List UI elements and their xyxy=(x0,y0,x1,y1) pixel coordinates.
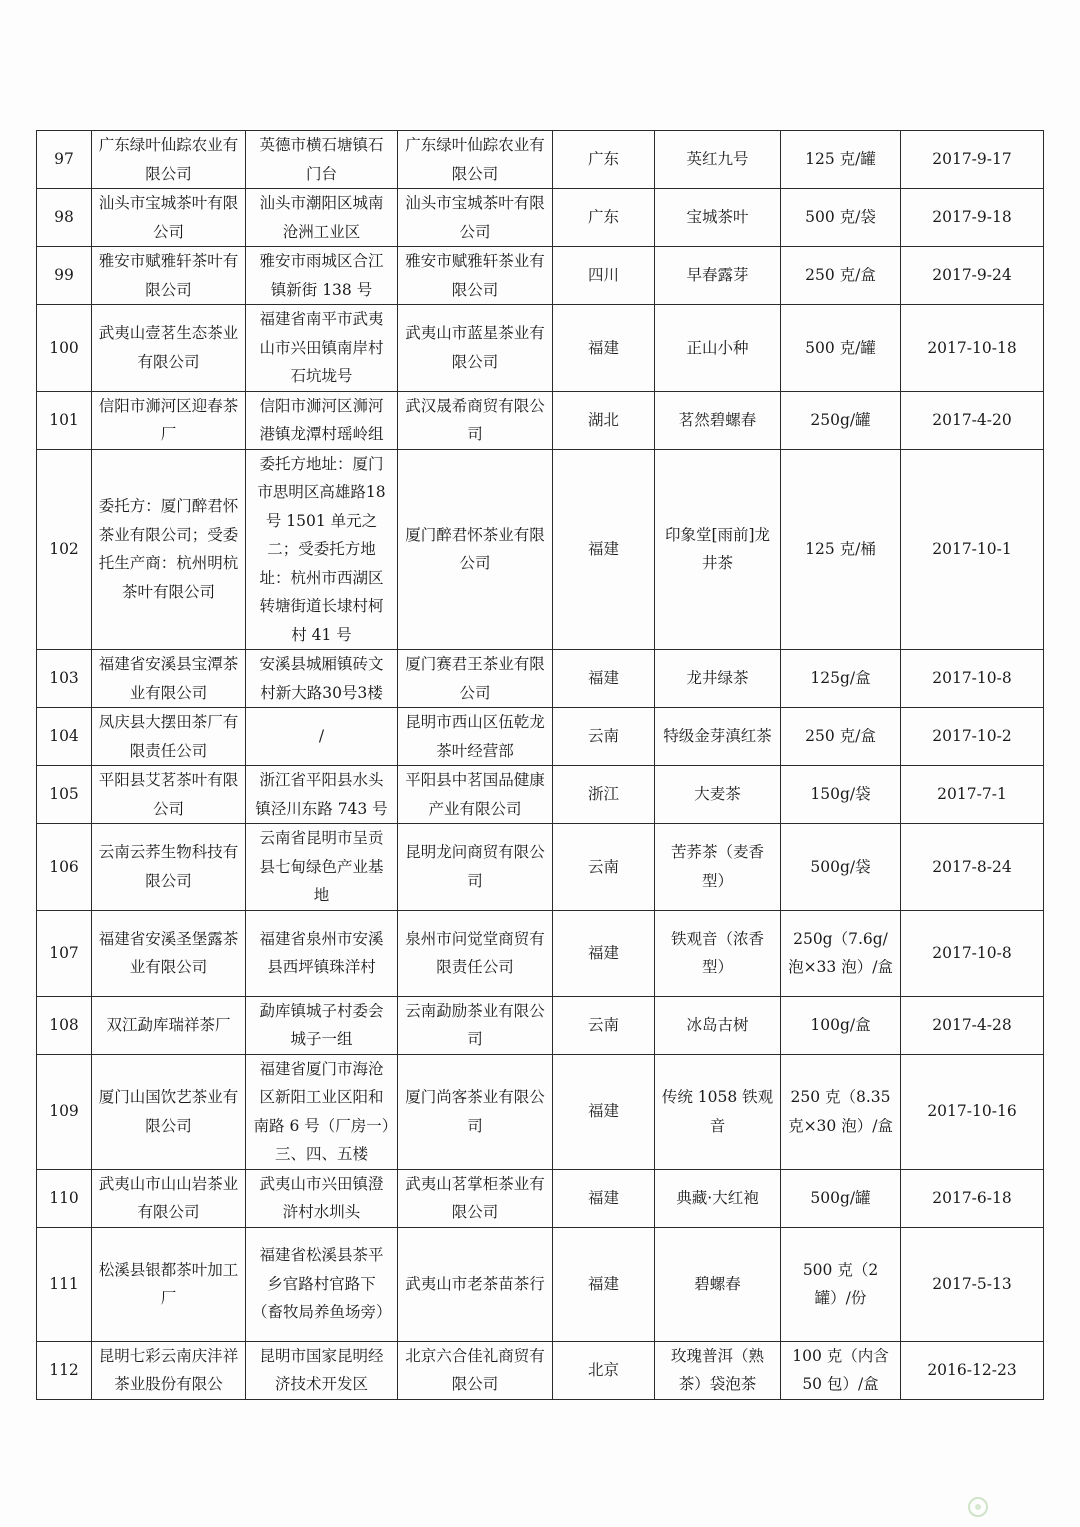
production-date-cell: 2017-10-8 xyxy=(901,650,1044,708)
production-date-cell: 2017-9-18 xyxy=(901,189,1044,247)
seller-name-cell: 广东绿叶仙踪农业有限公司 xyxy=(398,131,553,189)
product-spec-cell: 250 克/盒 xyxy=(781,247,901,305)
production-date-cell: 2016-12-23 xyxy=(901,1341,1044,1399)
row-number-cell: 108 xyxy=(37,996,92,1054)
seller-name-cell: 厦门赛君王茶业有限公司 xyxy=(398,650,553,708)
product-name-cell: 特级金芽滇红茶 xyxy=(655,708,781,766)
producer-address-cell: 信阳市浉河区浉河港镇龙潭村瑶岭组 xyxy=(246,391,398,449)
table-row xyxy=(37,1169,1044,1227)
row-number-cell: 103 xyxy=(37,650,92,708)
product-spec-cell: 250g（7.6g/泡×33 泡）/盒 xyxy=(781,910,901,996)
row-number-cell: 112 xyxy=(37,1341,92,1399)
production-date-cell: 2017-10-8 xyxy=(901,910,1044,996)
production-date-cell: 2017-4-28 xyxy=(901,996,1044,1054)
table-row xyxy=(37,824,1044,911)
seller-name-cell: 泉州市问觉堂商贸有限责任公司 xyxy=(398,910,553,996)
product-spec-cell: 500 克/袋 xyxy=(781,189,901,247)
product-name-cell: 宝城茶叶 xyxy=(655,189,781,247)
province-cell: 福建 xyxy=(553,305,655,392)
producer-address-cell: 安溪县城厢镇砖文村新大路30号3楼 xyxy=(246,650,398,708)
seller-name-cell: 厦门尚客茶业有限公司 xyxy=(398,1054,553,1169)
seller-name-cell: 雅安市赋雅轩茶业有限公司 xyxy=(398,247,553,305)
producer-name-cell: 厦门山国饮艺茶业有限公司 xyxy=(92,1054,246,1169)
product-name-cell: 茗然碧螺春 xyxy=(655,391,781,449)
product-name-cell: 玫瑰普洱（熟茶）袋泡茶 xyxy=(655,1341,781,1399)
producer-name-cell: 凤庆县大摆田茶厂有限责任公司 xyxy=(92,708,246,766)
producer-address-cell: 昆明市国家昆明经济技术开发区 xyxy=(246,1341,398,1399)
product-name-cell: 典藏·大红袍 xyxy=(655,1169,781,1227)
table-row xyxy=(37,910,1044,996)
producer-name-cell: 福建省安溪县宝潭茶业有限公司 xyxy=(92,650,246,708)
table-row xyxy=(37,1054,1044,1169)
producer-address-cell: 福建省松溪县茶平乡官路村官路下（畜牧局养鱼场旁） xyxy=(246,1227,398,1341)
province-cell: 云南 xyxy=(553,824,655,911)
seller-name-cell: 武夷山茗掌柜茶业有限公司 xyxy=(398,1169,553,1227)
seller-name-cell: 武汉晟希商贸有限公司 xyxy=(398,391,553,449)
province-cell: 福建 xyxy=(553,910,655,996)
producer-address-cell: 雅安市雨城区合江镇新街 138 号 xyxy=(246,247,398,305)
producer-address-cell: 武夷山市兴田镇澄浒村水圳头 xyxy=(246,1169,398,1227)
production-date-cell: 2017-10-1 xyxy=(901,449,1044,650)
production-date-cell: 2017-9-17 xyxy=(901,131,1044,189)
product-name-cell: 大麦茶 xyxy=(655,766,781,824)
row-number-cell: 107 xyxy=(37,910,92,996)
production-date-cell: 2017-10-2 xyxy=(901,708,1044,766)
product-spec-cell: 125g/盒 xyxy=(781,650,901,708)
product-name-cell: 碧螺春 xyxy=(655,1227,781,1341)
table-body xyxy=(37,131,1044,1400)
row-number-cell: 106 xyxy=(37,824,92,911)
table-row xyxy=(37,305,1044,392)
producer-name-cell: 平阳县艾茗茶叶有限公司 xyxy=(92,766,246,824)
watermark-logo-icon xyxy=(968,1497,988,1517)
product-spec-cell: 150g/袋 xyxy=(781,766,901,824)
table-row xyxy=(37,131,1044,189)
producer-name-cell: 广东绿叶仙踪农业有限公司 xyxy=(92,131,246,189)
product-name-cell: 早春露芽 xyxy=(655,247,781,305)
row-number-cell: 110 xyxy=(37,1169,92,1227)
producer-name-cell: 云南云荞生物科技有限公司 xyxy=(92,824,246,911)
table-row xyxy=(37,1227,1044,1341)
seller-name-cell: 厦门醉君怀茶业有限公司 xyxy=(398,449,553,650)
producer-address-cell: 福建省南平市武夷山市兴田镇南岸村石坑垅号 xyxy=(246,305,398,392)
producer-address-cell: 汕头市潮阳区城南沧洲工业区 xyxy=(246,189,398,247)
table-row xyxy=(37,996,1044,1054)
province-cell: 四川 xyxy=(553,247,655,305)
producer-name-cell: 雅安市赋雅轩茶叶有限公司 xyxy=(92,247,246,305)
producer-name-cell: 汕头市宝城茶叶有限公司 xyxy=(92,189,246,247)
table-row xyxy=(37,391,1044,449)
product-spec-cell: 250 克/盒 xyxy=(781,708,901,766)
product-spec-cell: 125 克/桶 xyxy=(781,449,901,650)
product-spec-cell: 250g/罐 xyxy=(781,391,901,449)
province-cell: 北京 xyxy=(553,1341,655,1399)
production-date-cell: 2017-4-20 xyxy=(901,391,1044,449)
product-spec-cell: 125 克/罐 xyxy=(781,131,901,189)
producer-name-cell: 昆明七彩云南庆沣祥茶业股份有限公 xyxy=(92,1341,246,1399)
seller-name-cell: 武夷山市蓝星茶业有限公司 xyxy=(398,305,553,392)
producer-name-cell: 松溪县银都茶叶加工厂 xyxy=(92,1227,246,1341)
producer-name-cell: 信阳市浉河区迎春茶厂 xyxy=(92,391,246,449)
producer-address-cell: 福建省厦门市海沧区新阳工业区阳和南路 6 号（厂房一）三、四、五楼 xyxy=(246,1054,398,1169)
producer-address-cell: 福建省泉州市安溪县西坪镇珠洋村 xyxy=(246,910,398,996)
producer-name-cell: 双江勐库瑞祥茶厂 xyxy=(92,996,246,1054)
product-name-cell: 正山小种 xyxy=(655,305,781,392)
seller-name-cell: 昆明市西山区伍乾龙茶叶经营部 xyxy=(398,708,553,766)
row-number-cell: 101 xyxy=(37,391,92,449)
row-number-cell: 100 xyxy=(37,305,92,392)
province-cell: 广东 xyxy=(553,189,655,247)
production-date-cell: 2017-8-24 xyxy=(901,824,1044,911)
row-number-cell: 99 xyxy=(37,247,92,305)
province-cell: 浙江 xyxy=(553,766,655,824)
product-name-cell: 铁观音（浓香型） xyxy=(655,910,781,996)
province-cell: 湖北 xyxy=(553,391,655,449)
producer-name-cell: 福建省安溪圣堡露茶业有限公司 xyxy=(92,910,246,996)
product-name-cell: 印象堂[雨前]龙井茶 xyxy=(655,449,781,650)
producer-address-cell: 委托方地址：厦门市思明区高雄路18号 1501 单元之二；受委托方地址：杭州市西湖区转塘街道长埭村柯村 41 号 xyxy=(246,449,398,650)
seller-name-cell: 武夷山市老茶苗茶行 xyxy=(398,1227,553,1341)
row-number-cell: 102 xyxy=(37,449,92,650)
product-name-cell: 苦荞茶（麦香型） xyxy=(655,824,781,911)
production-date-cell: 2017-7-1 xyxy=(901,766,1044,824)
table-row xyxy=(37,650,1044,708)
product-name-cell: 英红九号 xyxy=(655,131,781,189)
seller-name-cell: 汕头市宝城茶叶有限公司 xyxy=(398,189,553,247)
production-date-cell: 2017-10-16 xyxy=(901,1054,1044,1169)
producer-address-cell: 英德市横石塘镇石门台 xyxy=(246,131,398,189)
product-name-cell: 冰岛古树 xyxy=(655,996,781,1054)
producer-name-cell: 委托方：厦门醉君怀茶业有限公司；受委托生产商：杭州明杭茶叶有限公司 xyxy=(92,449,246,650)
product-spec-cell: 100g/盒 xyxy=(781,996,901,1054)
row-number-cell: 97 xyxy=(37,131,92,189)
seller-name-cell: 北京六合佳礼商贸有限公司 xyxy=(398,1341,553,1399)
table-row xyxy=(37,708,1044,766)
row-number-cell: 104 xyxy=(37,708,92,766)
table-row xyxy=(37,1341,1044,1399)
producer-address-cell: / xyxy=(246,708,398,766)
production-date-cell: 2017-5-13 xyxy=(901,1227,1044,1341)
producer-name-cell: 武夷山壹茗生态茶业有限公司 xyxy=(92,305,246,392)
producer-name-cell: 武夷山市山山岩茶业有限公司 xyxy=(92,1169,246,1227)
province-cell: 福建 xyxy=(553,449,655,650)
product-spec-cell: 250 克（8.35 克×30 泡）/盒 xyxy=(781,1054,901,1169)
production-date-cell: 2017-10-18 xyxy=(901,305,1044,392)
tea-sample-table xyxy=(36,130,1044,1400)
production-date-cell: 2017-6-18 xyxy=(901,1169,1044,1227)
row-number-cell: 98 xyxy=(37,189,92,247)
seller-name-cell: 云南勐励茶业有限公司 xyxy=(398,996,553,1054)
seller-name-cell: 平阳县中茗国品健康产业有限公司 xyxy=(398,766,553,824)
producer-address-cell: 云南省昆明市呈贡县七甸绿色产业基地 xyxy=(246,824,398,911)
product-spec-cell: 500g/罐 xyxy=(781,1169,901,1227)
row-number-cell: 105 xyxy=(37,766,92,824)
province-cell: 云南 xyxy=(553,708,655,766)
row-number-cell: 111 xyxy=(37,1227,92,1341)
product-spec-cell: 500 克（2 罐）/份 xyxy=(781,1227,901,1341)
province-cell: 福建 xyxy=(553,1054,655,1169)
production-date-cell: 2017-9-24 xyxy=(901,247,1044,305)
table-row xyxy=(37,766,1044,824)
producer-address-cell: 浙江省平阳县水头镇泾川东路 743 号 xyxy=(246,766,398,824)
province-cell: 福建 xyxy=(553,1169,655,1227)
product-name-cell: 龙井绿茶 xyxy=(655,650,781,708)
table-row xyxy=(37,449,1044,650)
province-cell: 广东 xyxy=(553,131,655,189)
table-row xyxy=(37,247,1044,305)
product-name-cell: 传统 1058 铁观音 xyxy=(655,1054,781,1169)
province-cell: 福建 xyxy=(553,650,655,708)
product-spec-cell: 500 克/罐 xyxy=(781,305,901,392)
seller-name-cell: 昆明龙问商贸有限公司 xyxy=(398,824,553,911)
table-row xyxy=(37,189,1044,247)
province-cell: 福建 xyxy=(553,1227,655,1341)
product-spec-cell: 100 克（内含 50 包）/盒 xyxy=(781,1341,901,1399)
row-number-cell: 109 xyxy=(37,1054,92,1169)
producer-address-cell: 勐库镇城子村委会城子一组 xyxy=(246,996,398,1054)
province-cell: 云南 xyxy=(553,996,655,1054)
product-spec-cell: 500g/袋 xyxy=(781,824,901,911)
